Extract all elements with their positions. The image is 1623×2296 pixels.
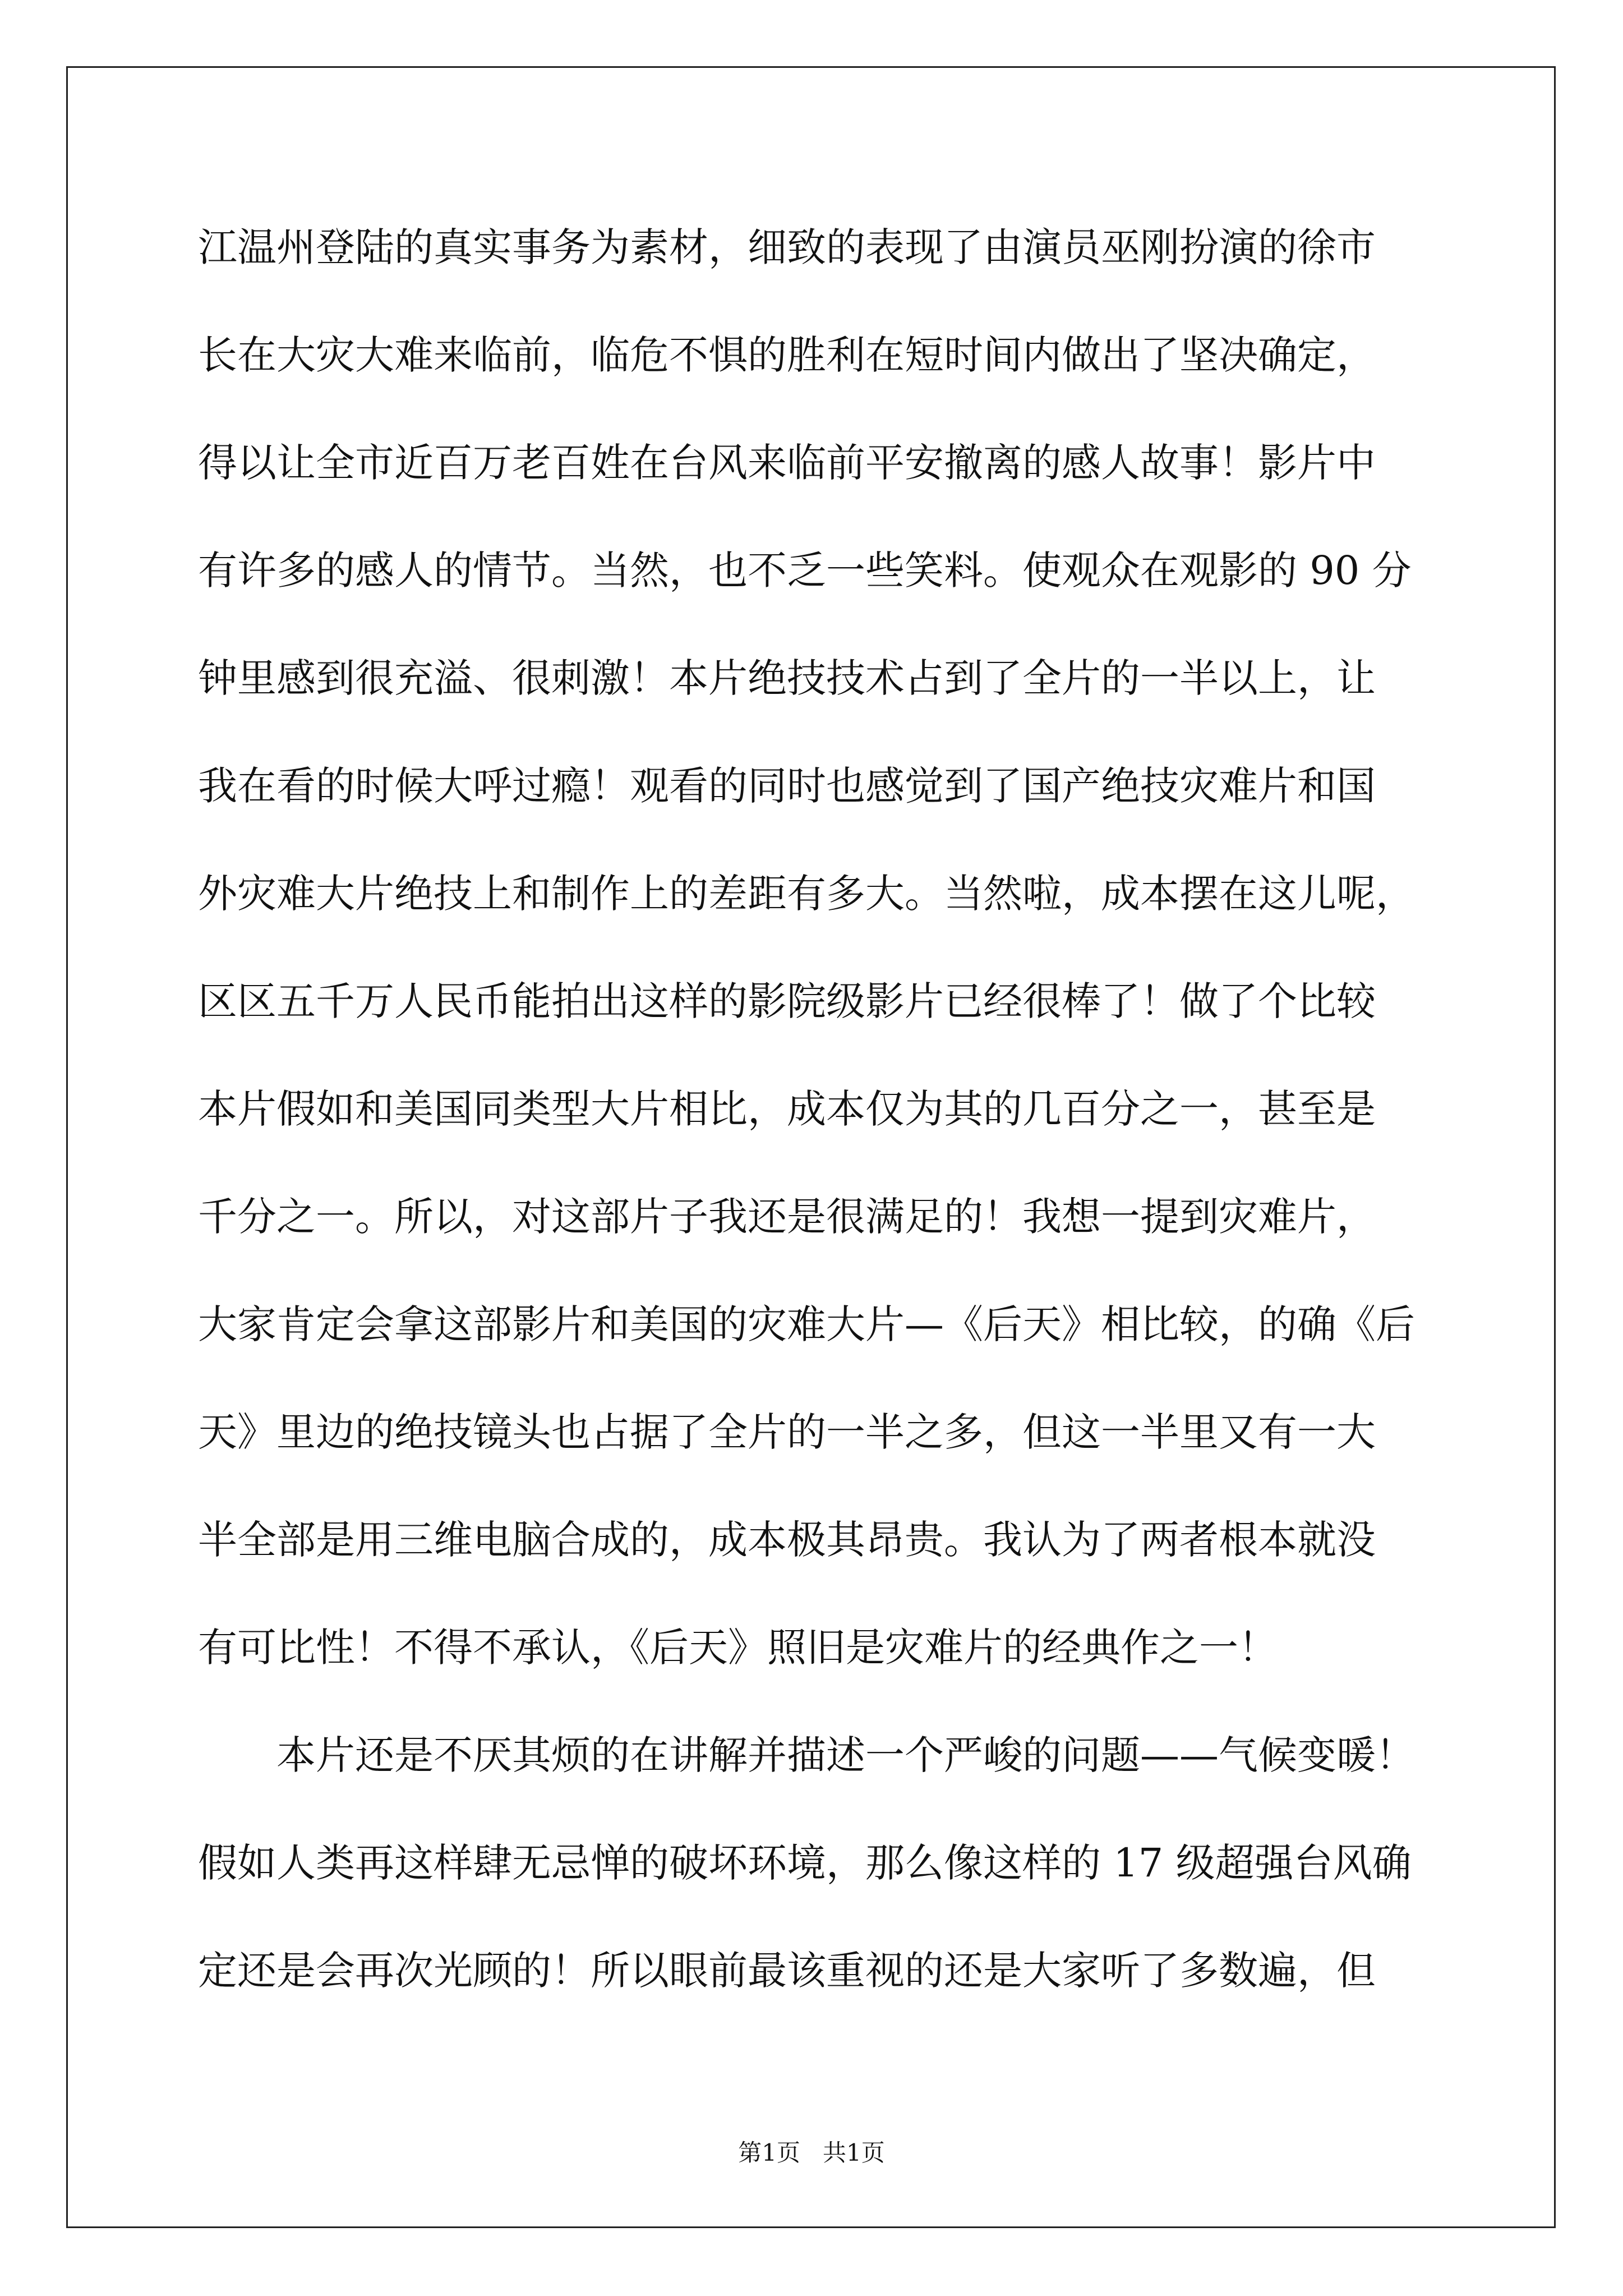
- document-body: [198, 216, 1449, 2047]
- text-line: 定还是会再次光顾的！所以眼前最该重视的还是大家听了多数遍，但: [198, 1948, 1376, 1994]
- text-line: 本片假如和美国同类型大片相比，成本仅为其的几百分之一，甚至是: [198, 1086, 1376, 1132]
- text-line: 我在看的时候大呼过瘾！观看的同时也感觉到了国产绝技灾难片和国: [198, 763, 1376, 809]
- text-line: 有可比性！不得不承认，《后天》照旧是灾难片的经典作之一！: [198, 1625, 1278, 1671]
- text-line: 千分之一。所以，对这部片子我还是很满足的！我想一提到灾难片，: [198, 1194, 1376, 1240]
- text-line: 天》里边的绝技镜头也占据了全片的一半之多，但这一半里又有一大: [198, 1409, 1376, 1455]
- page-footer: 第1页 共1页: [738, 2139, 885, 2166]
- text-line: 得以让全市近百万老百姓在台风来临前平安撤离的感人故事！影片中: [198, 440, 1376, 486]
- text-line: 有许多的感人的情节。当然，也不乏一些笑料。使观众在观影的 90 分: [198, 547, 1412, 593]
- text-line: 钟里感到很充溢、很刺激！本片绝技技术占到了全片的一半以上，让: [198, 655, 1376, 701]
- text-line: 假如人类再这样肆无忌惮的破坏环境，那么像这样的 17 级超强台风确: [198, 1840, 1412, 1886]
- text-line: 大家肯定会拿这部影片和美国的灾难大片—《后天》相比较，的确《后: [198, 1301, 1415, 1347]
- text-line: 外灾难大片绝技上和制作上的差距有多大。当然啦，成本摆在这儿呢，: [198, 871, 1415, 917]
- text-line: 半全部是用三维电脑合成的，成本极其昂贵。我认为了两者根本就没: [198, 1517, 1376, 1563]
- text-line: 长在大灾大难来临前，临危不惧的胜利在短时间内做出了坚决确定，: [198, 332, 1376, 378]
- text-line: 江温州登陆的真实事务为素材，细致的表现了由演员巫刚扮演的徐市: [198, 224, 1376, 270]
- paragraph-start-line: 本片还是不厌其烦的在讲解并描述一个严峻的问题——气候变暖！: [276, 1732, 1415, 1778]
- text-line: 区区五千万人民币能拍出这样的影院级影片已经很棒了！做了个比较: [198, 978, 1376, 1024]
